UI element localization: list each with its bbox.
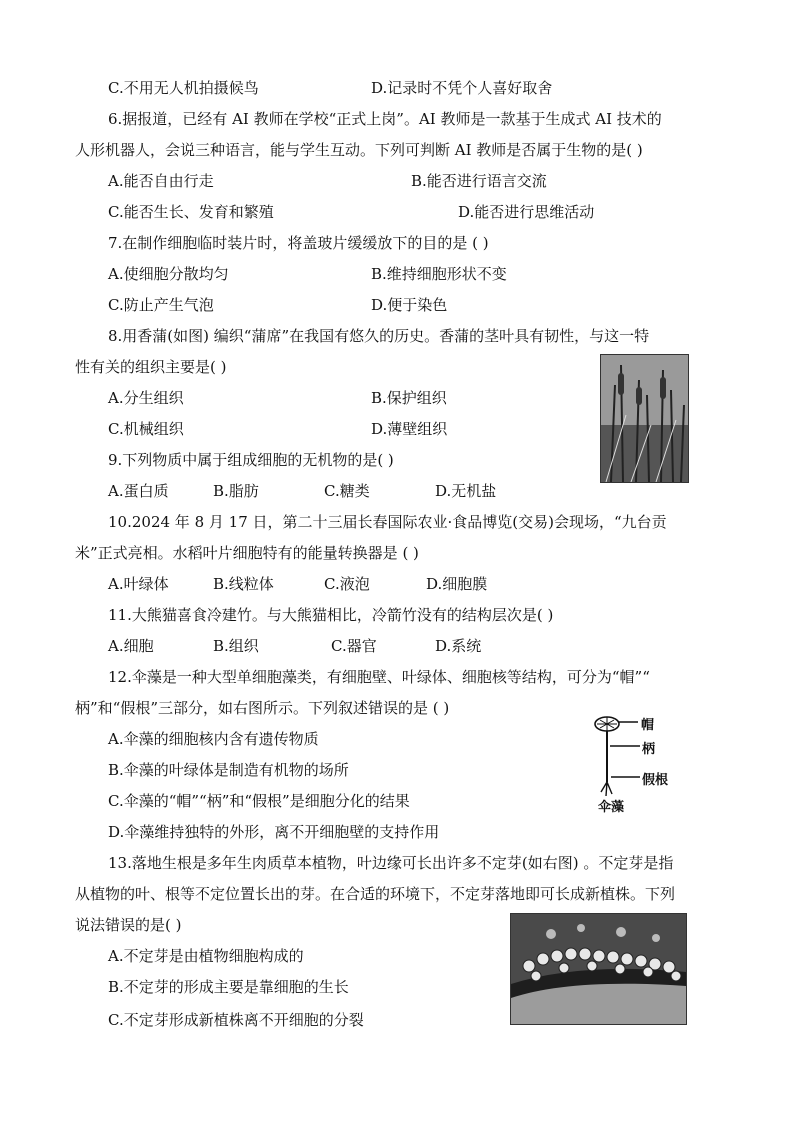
q6-stem-line2: 人形机器人，会说三种语言，能与学生互动。下列可判断 AI 教师是否属于生物的是( ) [75,141,643,159]
q7-option-a: A.使细胞分散均匀 [108,265,229,283]
q6-stem-line1: 6.据报道，已经有 AI 教师在学校“正式上岗”。AI 教师是一款基于生成式 AI 技术的 [108,110,662,128]
q8-option-d: D.薄壁组织 [371,420,448,438]
q13-stem-line3: 说法错误的是( ) [75,916,182,934]
q8-option-b: B.保护组织 [371,389,447,407]
q10-option-a: A.叶绿体 [108,575,169,593]
q11-stem: 11.大熊猫喜食冷建竹。与大熊猫相比，冷箭竹没有的结构层次是( ) [108,606,554,624]
q12-stem-line2: 柄”和“假根”三部分，如右图所示。下列叙述错误的是 ( ) [75,699,450,717]
q8-option-a: A.分生组织 [108,389,184,407]
q8-option-c: C.机械组织 [108,420,184,438]
q11-option-b: B.组织 [213,637,259,655]
q10-stem-line1: 10.2024 年 8 月 17 日，第二十三届长春国际农业·食品博览(交易)会现场，“九台贡 [108,513,667,531]
q5-option-c: C.不用无人机拍摄候鸟 [108,79,259,97]
q7-option-b: B.维持细胞形状不变 [371,265,507,283]
q9-option-b: B.脂肪 [213,482,259,500]
q13-option-c: C.不定芽形成新植株离不开细胞的分裂 [108,1011,364,1029]
q9-stem: 9.下列物质中属于组成细胞的无机物的是( ) [108,451,394,469]
q10-option-d: D.细胞膜 [426,575,488,593]
cattail-photo [600,354,689,483]
q7-stem: 7.在制作细胞临时装片时，将盖玻片缓缓放下的目的是 ( ) [108,234,489,252]
q6-option-b: B.能否进行语言交流 [411,172,547,190]
q11-option-c: C.器官 [331,637,377,655]
q12-option-d: D.伞藻维持独特的外形，离不开细胞壁的支持作用 [108,823,440,841]
q6-option-a: A.能否自由行走 [108,172,214,190]
q9-option-d: D.无机盐 [435,482,497,500]
q10-option-b: B.线粒体 [213,575,274,593]
q13-option-b: B.不定芽的形成主要是靠细胞的生长 [108,978,349,996]
q11-option-a: A.细胞 [108,637,154,655]
q6-option-c: C.能否生长、发育和繁殖 [108,203,274,221]
q7-option-d: D.便于染色 [371,296,448,314]
q10-option-c: C.液泡 [324,575,370,593]
figure-caption: 伞藻 [598,800,625,815]
label-cap: 帽 [641,718,655,733]
q9-option-c: C.糖类 [324,482,370,500]
q7-option-c: C.防止产生气泡 [108,296,214,314]
q8-stem-line1: 8.用香蒲(如图) 编织“蒲席”在我国有悠久的历史。香蒲的茎叶具有韧性，与这一特 [108,327,650,345]
label-stalk: 柄 [642,742,656,757]
q10-stem-line2: 米”正式亮相。水稻叶片细胞特有的能量转换器是 ( ) [75,544,419,562]
q9-option-a: A.蛋白质 [108,482,169,500]
q6-option-d: D.能否进行思维活动 [458,203,595,221]
q12-option-a: A.伞藻的细胞核内含有遗传物质 [108,730,319,748]
cattail-illustration [601,355,688,482]
q13-stem-line1: 13.落地生根是多年生肉质草本植物，叶边缘可长出许多不定芽(如右图) 。不定芽是指 [108,854,674,872]
q5-option-d: D.记录时不凭个人喜好取舍 [371,79,553,97]
kalanchoe-illustration [511,914,686,1024]
q12-option-c: C.伞藻的“帽”“柄”和“假根”是细胞分化的结果 [108,792,410,810]
label-rhizoid: 假根 [642,773,669,788]
q13-option-a: A.不定芽是由植物细胞构成的 [108,947,304,965]
q11-option-d: D.系统 [435,637,482,655]
acetabularia-diagram [590,712,700,815]
kalanchoe-photo [510,913,687,1025]
q8-stem-line2: 性有关的组织主要是( ) [75,358,227,376]
q12-stem-line1: 12.伞藻是一种大型单细胞藻类，有细胞壁、叶绿体、细胞核等结构，可分为“帽”“ [108,668,650,686]
q13-stem-line2: 从植物的叶、根等不定位置长出的芽。在合适的环境下，不定芽落地即可长成新植株。下列 [75,885,676,903]
q12-option-b: B.伞藻的叶绿体是制造有机物的场所 [108,761,349,779]
